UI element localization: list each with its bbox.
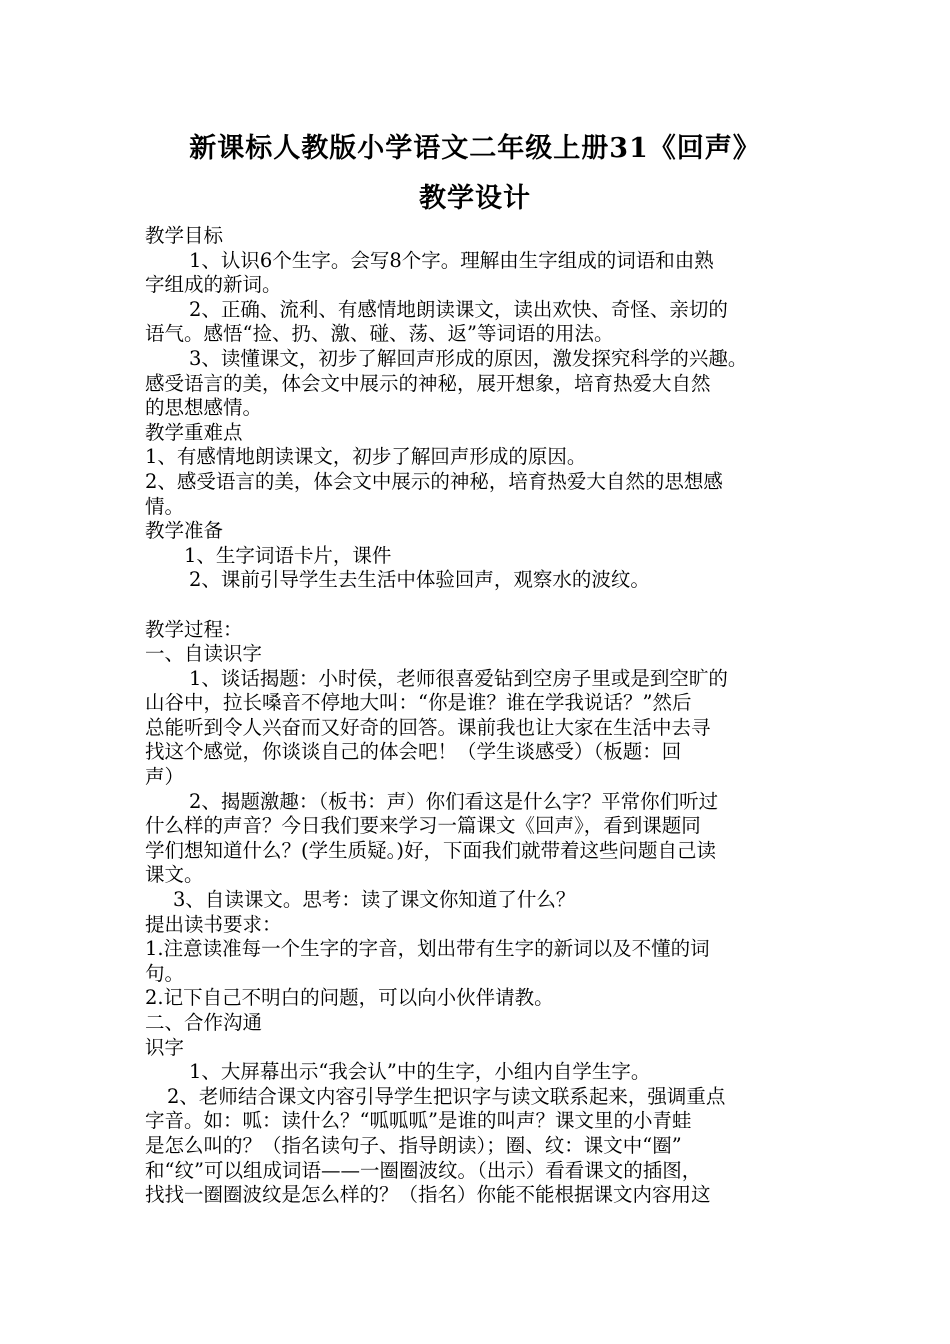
paragraph-line: 2、老师结合课文内容引导学生把识字与读文联系起来，强调重点 [167, 1084, 726, 1108]
paragraph-line: 学们想知道什么？(学生质疑。)好，下面我们就带着这些问题自己读 [145, 838, 716, 862]
paragraph-line: 的思想感情。 [145, 396, 263, 420]
paragraph-line: 课文。 [145, 863, 204, 887]
paragraph-line: 提出读书要求： [145, 912, 282, 936]
section-heading: 一、自读识字 [145, 642, 263, 666]
paragraph-line: 2、课前引导学生去生活中体验回声，观察水的波纹。 [189, 568, 650, 592]
paragraph-line: 找找一圈圈波纹是怎么样的？（指名）你能不能根据课文内容用这 [145, 1183, 711, 1207]
paragraph-line: 2、感受语言的美，体会文中展示的神秘，培育热爱大自然的思想感 [145, 469, 723, 493]
paragraph-line: 1、谈话揭题：小时侯，老师很喜爱钻到空房子里或是到空旷的 [189, 666, 728, 690]
paragraph-line: 情。 [145, 494, 185, 518]
paragraph-line: 1、认识6个生字。会写8个字。理解由生字组成的词语和由熟 [189, 248, 714, 272]
paragraph-line: 声） [145, 765, 185, 789]
paragraph-line: 感受语言的美，体会文中展示的神秘，展开想象，培育热爱大自然 [145, 371, 711, 395]
paragraph-line: 3、读懂课文，初步了解回声形成的原因，激发探究科学的兴趣。 [189, 346, 748, 370]
document-title: 新课标人教版小学语文二年级上册31《回声》 [189, 133, 761, 164]
paragraph-line: 1、生字词语卡片，课件 [184, 543, 392, 567]
section-heading: 教学过程： [145, 617, 243, 641]
paragraph-line: 山谷中，拉长嗓音不停地大叫：“你是谁？谁在学我说话？”然后 [145, 691, 692, 715]
section-heading: 识字 [145, 1035, 185, 1059]
paragraph-line: 2、正确、流利、有感情地朗读课文，读出欢快、奇怪、亲切的 [189, 297, 728, 321]
paragraph-line: 1、大屏幕出示“我会认”中的生字，小组内自学生字。 [189, 1060, 651, 1084]
section-heading: 教学准备 [145, 519, 224, 543]
paragraph-line: 1.注意读准每一个生字的字音，划出带有生字的新词以及不懂的词 [145, 937, 710, 961]
section-heading: 二、合作沟通 [145, 1011, 263, 1034]
paragraph-line: 总能听到令人兴奋而又好奇的回答。课前我也让大家在生活中去寻 [145, 715, 711, 739]
document-body [145, 224, 820, 1208]
paragraph-line: 句。 [145, 961, 185, 985]
document-subtitle: 教学设计 [419, 183, 531, 214]
paragraph-line: 字组成的新词。 [145, 273, 282, 297]
paragraph-line: 找这个感觉，你谈谈自己的体会吧！（学生谈感受）（板题：回 [145, 740, 682, 764]
paragraph-line: 2、揭题激趣：（板书：声）你们看这是什么字？平常你们听过 [189, 789, 719, 813]
paragraph-line: 2.记下自己不明白的问题，可以向小伙伴请教。 [145, 986, 554, 1010]
paragraph-line: 3、自读课文。思考：读了课文你知道了什么？ [173, 888, 576, 912]
section-heading: 教学重难点 [145, 420, 243, 444]
paragraph-line: 和“纹”可以组成词语——一圈圈波纹。（出示）看看课文的插图， [145, 1158, 702, 1182]
paragraph-line: 字音。如：呱：读什么？“呱呱呱”是谁的叫声？课文里的小青蛙 [145, 1109, 692, 1133]
paragraph-line: 什么样的声音？今日我们要来学习一篇课文《回声》，看到课题同 [145, 814, 701, 838]
paragraph-line: 语气。感悟“捡、扔、激、碰、荡、返”等词语的用法。 [145, 322, 614, 346]
section-heading: 教学目标 [145, 224, 224, 247]
paragraph-line: 1、有感情地朗读课文，初步了解回声形成的原因。 [145, 445, 587, 469]
paragraph-line: 是怎么叫的？（指名读句子、指导朗读）；圈、纹：课文中“圈” [145, 1133, 682, 1157]
